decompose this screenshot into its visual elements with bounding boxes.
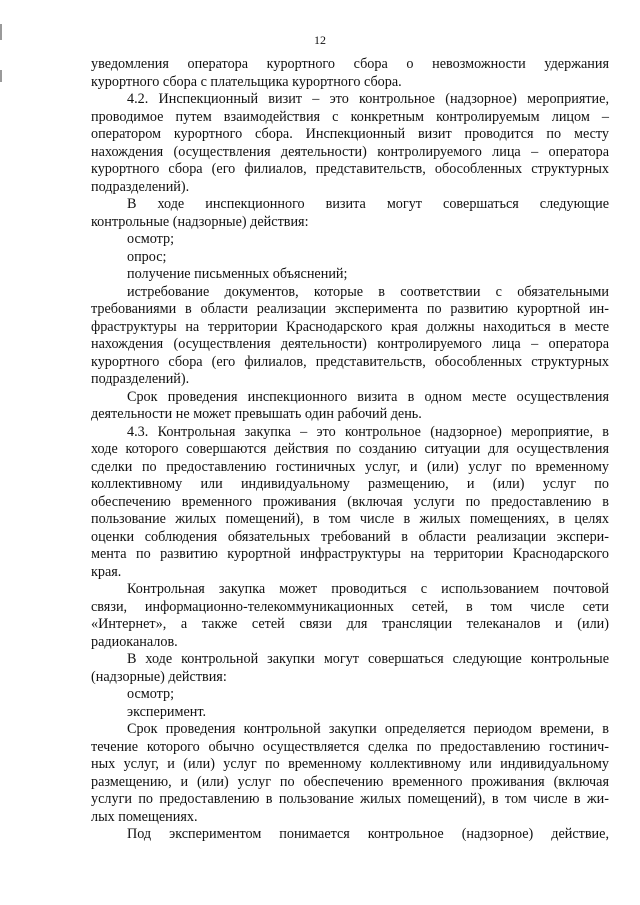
text-line: обеспечению временного проживания (включая услуги по предоставлению в [91,493,609,510]
text-line: нахождения (осуществления деятельности) контролируемого лица – оператора [91,336,609,352]
text-line: курортного сбора с плательщика курортного сбора. [91,73,402,90]
text-line: коллективному или индивидуальному размещению, и (или) услуг по [91,476,609,492]
text-line: уведомления оператора курортного сбора о невозможности удержания [91,56,609,72]
text-line: подразделений). [91,178,190,195]
text-line: деятельности не может превышать один рабочий день. [91,406,422,422]
text-line: ходе которого совершаются действия по созданию ситуации для осуществления [91,441,609,457]
text-line: радиоканалов. [91,633,178,650]
text-line: размещению, и (или) услуг по обеспечению временного проживания (включая [91,773,609,790]
text-line: В ходе инспекционного визита могут совершаться следующие [127,196,609,212]
text-line: подразделений). [91,371,190,387]
text-line: курортного сбора (его филиалов, представительств, обособленных структурных [91,353,609,370]
text-line: течение которого обычно осуществляется сделка по предоставлению гостинич- [91,738,609,755]
text-line: истребование документов, которые в соответствии с обязательными [127,283,609,300]
text-line: Под экспериментом понимается контрольное (надзорное) действие, [127,826,609,842]
text-line: контрольные (надзорные) действия: [91,213,309,230]
text-line: пользование жилых помещений), в том числе в жилых помещениях, в целях [91,511,609,527]
page-number: 12 [314,33,326,47]
text-line: оператором курортного сбора. Инспекционный визит проводится по месту [91,126,609,142]
text-line: эксперимент. [127,703,207,720]
text-line: края. [91,563,122,580]
text-line: мента по развитию курортной инфраструктуры на территории Краснодарского [91,546,609,562]
text-line: Контрольная закупка может проводиться с использованием почтовой [127,581,609,597]
text-line: опрос; [127,248,167,265]
text-line: 4.3. Контрольная закупка – это контрольное (надзорное) мероприятие, в [127,423,609,440]
text-line: 4.2. Инспекционный визит – это контрольное (надзорное) мероприятие, [127,91,609,107]
text-line: Срок проведения контрольной закупки определяется периодом времени, в [127,721,609,737]
text-line: получение письменных объяснений; [127,266,348,282]
text-line: осмотр; [127,231,175,247]
text-line: требованиями в области реализации эксперимента по развитию курортной ин- [91,301,609,317]
text-line: связи, информационно-телекоммуникационных сетей, в том числе сети [91,598,609,615]
text-line: (надзорные) действия: [91,668,227,685]
text-line: ных услуг, и (или) услуг по временному коллективному или индивидуальному [91,756,609,772]
text-line: оценки соблюдения обязательных требований в области реализации экспери- [91,528,609,545]
text-line: «Интернет», а также сетей связи для трансляции телеканалов и (или) [91,616,609,632]
text-line: сделки по предоставлению гостиничных услуг, и (или) услуг по временному [91,458,609,475]
text-line: курортного сбора (его филиалов, представительств, обособленных структурных [91,161,609,177]
scan-edge-mark-middle [0,70,2,82]
text-line: услуги по предоставлению в пользование жилых помещений), в том числе в жи- [91,791,609,807]
document-body [91,56,609,844]
text-line: нахождения (осуществления деятельности) контролируемого лица – оператора [91,143,609,160]
text-line: осмотр; [127,686,175,702]
text-line: В ходе контрольной закупки могут совершаться следующие контрольные [127,651,609,667]
text-line: проводимое путем взаимодействия с конкретным контролируемым лицом – [91,108,609,125]
text-line: фраструктуры на территории Краснодарского края должны находиться в месте [91,318,609,335]
text-line: Срок проведения инспекционного визита в одном месте осуществления [127,388,609,405]
text-line: лых помещениях. [91,808,198,825]
